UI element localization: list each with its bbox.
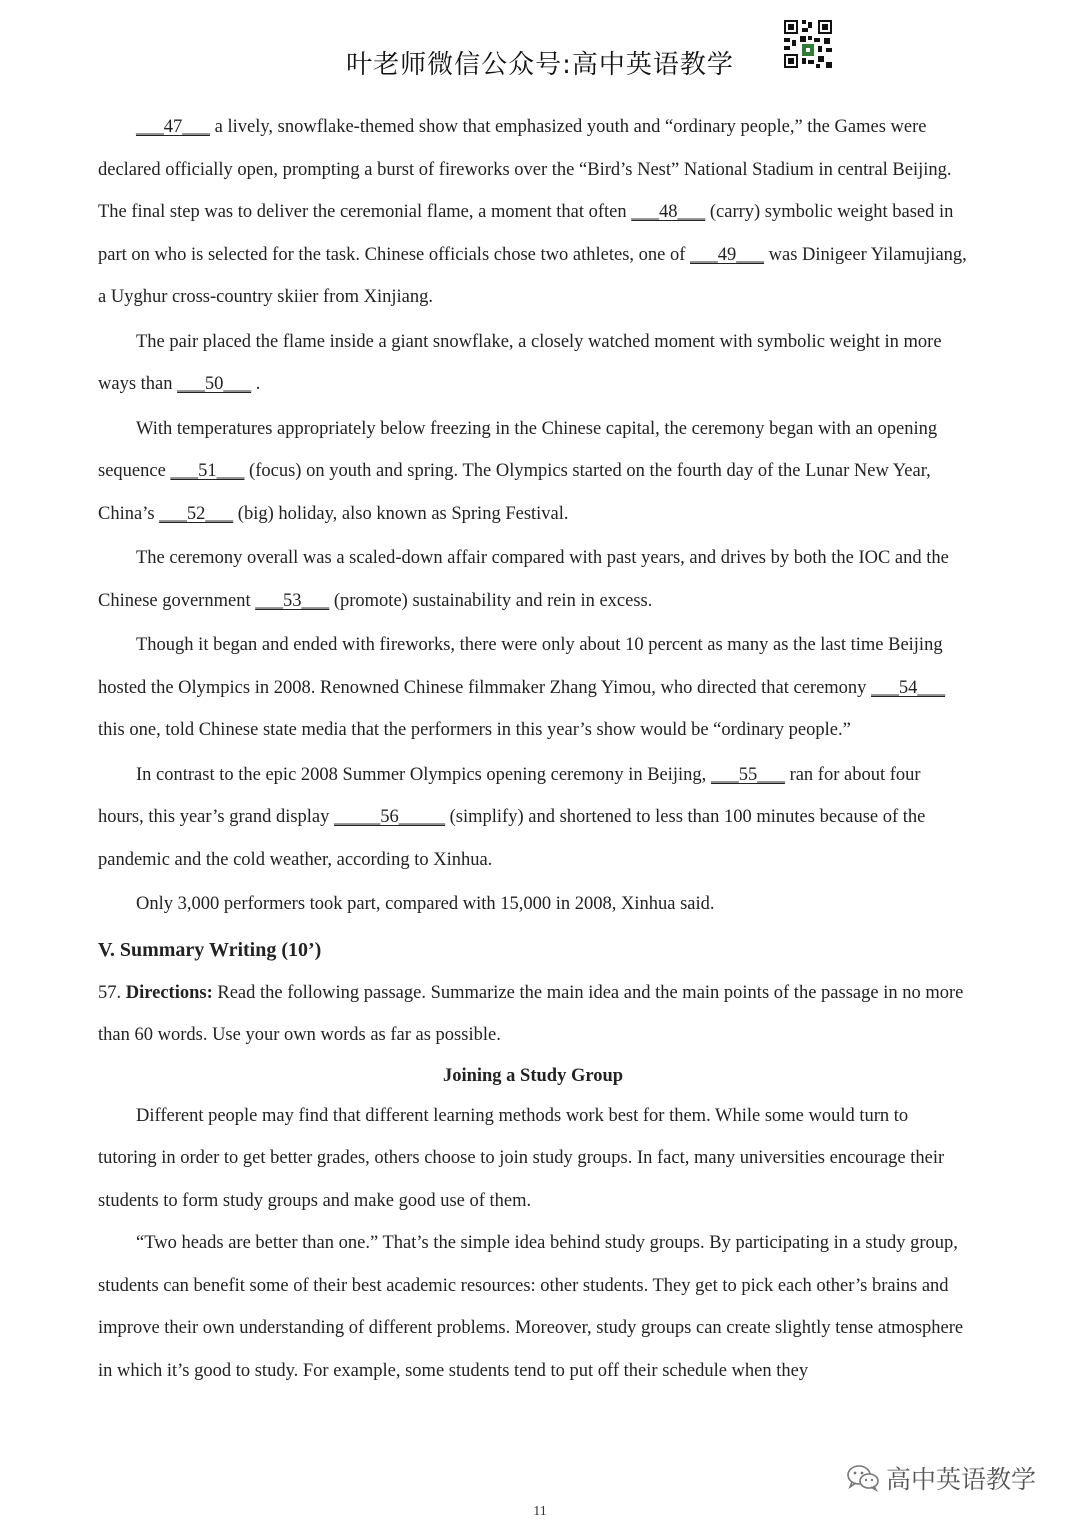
blank-49: ___49___ <box>690 244 765 265</box>
qr-code-icon <box>782 18 834 70</box>
cloze-text: The ceremony overall was a scaled-down affair compared with past years, and drives by both the IOC and the Chinese government <box>98 548 949 611</box>
cloze-text: (focus) on youth and spring. The Olympics started on the fourth day of the Lunar New Year, China’s <box>98 461 931 524</box>
cloze-paragraph-6 <box>98 754 968 882</box>
section-title: V. Summary Writing (10’) <box>98 938 322 961</box>
cloze-text: Only 3,000 performers took part, compared with 15,000 in 2008, Xinhua said. <box>136 894 715 914</box>
passage-paragraph-1: Different people may find that different learning methods work best for them. While some would turn to tutoring in order to get better grades, others choose to join study groups. In fact, many universities encourage their students to form study groups and make good use of them. <box>98 1105 945 1211</box>
blank-48: ___48___ <box>631 202 706 222</box>
passage-paragraph-2: “Two heads are better than one.” That’s the simple idea behind study groups. By participating in a study group, students can benefit some of their best academic resources: other students. They get to pick each other’s brains and improve their own understanding of different problems. Moreover, study groups can create slightly tense atmosphere in which it’s good to study. For example, some students tend to put off their schedule when they <box>98 1233 964 1381</box>
cloze-text: In contrast to the epic 2008 Summer Olympics opening ceremony in Beijing, <box>136 764 711 785</box>
cloze-text: The pair placed the flame inside a giant snowflake, a closely watched moment with symbolic weight in more ways than <box>98 331 942 394</box>
wechat-icon <box>846 1464 880 1492</box>
blank-54: ___54___ <box>871 677 946 698</box>
cloze-paragraph-3 <box>98 408 968 536</box>
watermark <box>846 1460 1036 1496</box>
cloze-text: With temperatures appropriately below freezing in the Chinese capital, the ceremony began with an opening sequence <box>98 418 938 481</box>
directions-label: Directions: <box>125 982 213 1003</box>
blank-56: _____56_____ <box>334 807 446 827</box>
blank-47: ___47___ <box>136 117 210 137</box>
cloze-paragraph-7 <box>98 883 968 926</box>
blank-53: ___53___ <box>255 590 330 611</box>
cloze-text: Though it began and ended with fireworks, there were only about 10 percent as many as the last time Beijing hosted the Olympics in 2008. Renowned Chinese filmmaker Zhang Yimou, who directed that ceremony <box>98 635 943 698</box>
cloze-text: was Dinigeer Yilamujiang, a Uyghur cross-country skiier from Xinjiang. <box>98 244 967 307</box>
cloze-paragraph-1 <box>98 106 968 319</box>
cloze-text: (big) holiday, also known as Spring Festival. <box>233 503 569 524</box>
cloze-text: a lively, snowflake-themed show that emphasized youth and “ordinary people,” the Games were declared officially open, prompting a burst of fireworks over the “Bird’s Nest” National Stadium in central Beijing. The final step was to deliver the ceremonial flame, a moment that often <box>98 117 952 222</box>
blank-55: ___55___ <box>710 764 785 785</box>
blank-51: ___51___ <box>170 461 245 481</box>
question-number: 57. <box>98 982 126 1003</box>
cloze-text: this one, told Chinese state media that the performers in this year’s show would be “ordinary people.” <box>98 720 851 740</box>
page-content <box>98 106 968 1392</box>
cloze-paragraph-5 <box>98 624 968 752</box>
page-number: 11 <box>533 1504 547 1519</box>
watermark-text: 高中英语教学 <box>886 1465 1037 1494</box>
cloze-text: (carry) symbolic weight based in part on who is selected for the task. Chinese officials chose two athletes, one of <box>98 202 954 265</box>
cloze-text: (simplify) and shortened to less than 100 minutes because of the pandemic and the cold weather, according to Xinhua. <box>98 807 926 870</box>
directions <box>98 972 968 1057</box>
cloze-text: ran for about four hours, this year’s grand display <box>98 764 921 827</box>
cloze-text: . <box>251 374 261 394</box>
passage-title: Joining a Study Group <box>442 1065 624 1086</box>
directions-text: Read the following passage. Summarize the main idea and the main points of the passage in no more than 60 words. Use your own words as far as possible. <box>98 982 964 1045</box>
blank-52: ___52___ <box>159 503 234 524</box>
cloze-paragraph-2 <box>98 321 968 406</box>
cloze-paragraph-4 <box>98 537 968 622</box>
cloze-text: (promote) sustainability and rein in excess. <box>329 590 653 611</box>
header-title: 叶老师微信公众号:高中英语教学 <box>346 50 734 80</box>
blank-50: ___50___ <box>177 374 252 394</box>
